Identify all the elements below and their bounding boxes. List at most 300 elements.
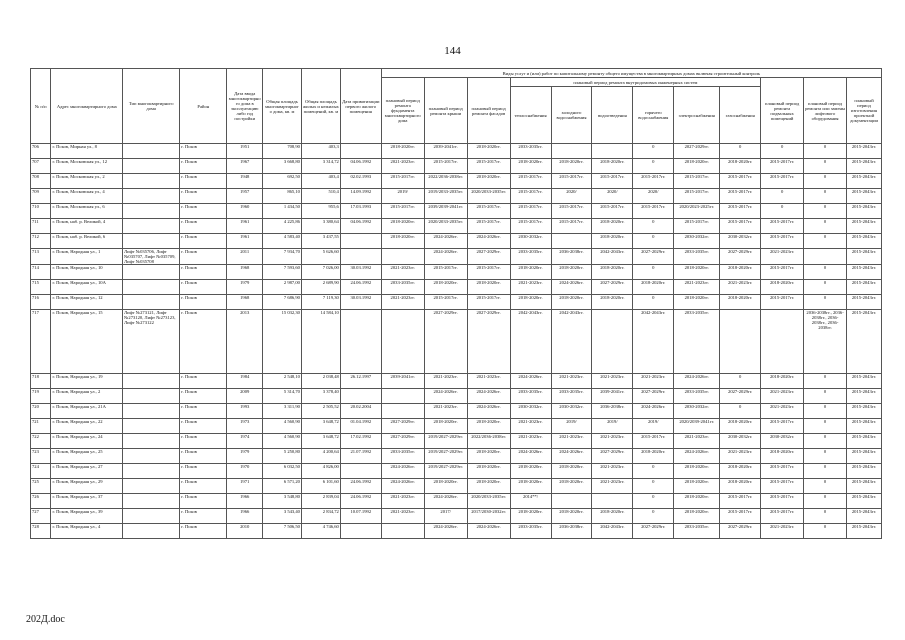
row-facade: 2018-2020гг.: [467, 174, 510, 189]
row-hot-water: 2015-2017гг.: [633, 204, 674, 219]
row-basement: 0: [761, 204, 804, 219]
row-number: 712: [31, 234, 51, 249]
row-drainage: 2019/: [592, 419, 633, 434]
row-year: 2011: [227, 249, 263, 265]
page-number: 144: [444, 45, 461, 57]
row-address: г. Псков, Народная ул., 15: [51, 310, 123, 374]
row-district: г. Псков: [180, 434, 227, 449]
row-heating: 2018-2020гг.: [510, 479, 551, 494]
row-cold-water: 2036-2038гг.: [551, 524, 592, 539]
row-basement: 2015-2017гг.: [761, 464, 804, 479]
row-year: 1968: [227, 265, 263, 280]
row-type: [123, 174, 180, 189]
row-project-docs: 2015-2043гг.: [847, 280, 882, 295]
row-roof: 2020/2033-2035гг.: [424, 219, 467, 234]
row-living-area: 7 026,00: [301, 265, 340, 280]
row-living-area: 2 038,48: [301, 374, 340, 389]
table-row: [31, 189, 882, 204]
row-electricity: 2033-2035гг.: [674, 310, 720, 374]
row-roof: 2024-2026гг.: [424, 234, 467, 249]
row-foundation: 2018-2020гг.: [381, 219, 424, 234]
row-living-area: 955,6: [301, 204, 340, 219]
row-privatization-date: 30.03.1992: [340, 265, 381, 280]
row-basement: 2015-2017гг.: [761, 295, 804, 310]
row-heating: 2033-2035гг.: [510, 524, 551, 539]
row-address: г. Псков, Народная ул., 29: [51, 479, 123, 494]
row-total-area: 4 583,40: [263, 234, 302, 249]
row-facade: 2018-2020гг.: [467, 419, 510, 434]
row-cold-water: 2030-2032гг.: [551, 404, 592, 419]
row-lift: 0: [804, 449, 847, 464]
row-gas: 0: [720, 144, 761, 159]
row-basement: 2015-2017гг.: [761, 479, 804, 494]
table-body: [31, 144, 882, 539]
row-district: г. Псков: [180, 219, 227, 234]
row-cold-water: [551, 494, 592, 509]
row-facade: 2024-2026гг.: [467, 524, 510, 539]
row-hot-water: 2018-2020гг.: [633, 280, 674, 295]
row-lift: 0: [804, 219, 847, 234]
row-facade: 2021-2023гг.: [467, 374, 510, 389]
row-total-area: 2 548,10: [263, 374, 302, 389]
row-year: 1979: [227, 449, 263, 464]
row-foundation: 2021-2023гг.: [381, 159, 424, 174]
table-row: [31, 419, 882, 434]
row-facade: 2017/2030-2032гг.: [467, 509, 510, 524]
row-living-area: 4 200,64: [301, 449, 340, 464]
row-basement: 0: [761, 189, 804, 204]
row-type: [123, 389, 180, 404]
row-foundation: 2021-2023гг.: [381, 295, 424, 310]
row-number: 726: [31, 494, 51, 509]
row-electricity: 2033-2035гг.: [674, 249, 720, 265]
row-roof: 2019/2027-2029гг.: [424, 449, 467, 464]
row-year: 1974: [227, 434, 263, 449]
row-privatization-date: 01.04.1992: [340, 419, 381, 434]
row-cold-water: 2033-2035гг.: [551, 389, 592, 404]
row-cold-water: 2018-2020гг.: [551, 464, 592, 479]
row-drainage: 2027-2029гг.: [592, 280, 633, 295]
row-drainage: 2018-2020гг.: [592, 509, 633, 524]
row-living-area: 510,4: [301, 189, 340, 204]
row-living-area: 3 648,72: [301, 419, 340, 434]
col-drainage: водоотведения: [592, 87, 633, 144]
row-heating: 2018-2020гг.: [510, 509, 551, 524]
row-project-docs: 2015-2043гг.: [847, 494, 882, 509]
row-total-area: 7 506,50: [263, 524, 302, 539]
row-drainage: 2021-2023гг.: [592, 374, 633, 389]
row-project-docs: 2015-2043гг.: [847, 204, 882, 219]
row-foundation: 2024-2026гг.: [381, 464, 424, 479]
row-cold-water: 2020/: [551, 189, 592, 204]
col-privatization-date: Дата приватизации первого жилого помещения: [340, 69, 381, 144]
row-hot-water: 0: [633, 494, 674, 509]
row-lift: 0: [804, 234, 847, 249]
row-type: [123, 204, 180, 219]
row-privatization-date: 24.06.1992: [340, 280, 381, 295]
row-lift: 0: [804, 434, 847, 449]
row-district: г. Псков: [180, 464, 227, 479]
row-total-area: 6 571,20: [263, 479, 302, 494]
row-total-area: 5 250,80: [263, 449, 302, 464]
table-row: [31, 295, 882, 310]
row-facade: 2015-2017гг.: [467, 159, 510, 174]
col-address: Адрес многоквартирного дома: [51, 69, 123, 144]
row-facade: 2024-2026гг.: [467, 234, 510, 249]
row-number: 722: [31, 434, 51, 449]
row-address: г. Псков, Народная ул., 1: [51, 249, 123, 265]
row-heating: 2030-2032гг.: [510, 234, 551, 249]
row-year: 1951: [227, 144, 263, 159]
table-row: [31, 449, 882, 464]
row-foundation: 2033-2035гг.: [381, 280, 424, 295]
row-roof: 2018-2020гг.: [424, 280, 467, 295]
row-year: 1973: [227, 419, 263, 434]
row-cold-water: [551, 144, 592, 159]
row-lift: 0: [804, 144, 847, 159]
row-facade: 2024-2026гг.: [467, 389, 510, 404]
row-year: 1967: [227, 159, 263, 174]
row-electricity: 2021-2023гг.: [674, 280, 720, 295]
row-total-area: 3 543,40: [263, 509, 302, 524]
col-heating: теплоснабжения: [510, 87, 551, 144]
row-year: 1957: [227, 189, 263, 204]
row-roof: 2019/2027-2029гг.: [424, 434, 467, 449]
row-number: 715: [31, 280, 51, 295]
row-heating: 2033-2035гг.: [510, 389, 551, 404]
row-privatization-date: 10.07.1992: [340, 509, 381, 524]
row-basement: 2015-2017гг.: [761, 219, 804, 234]
row-heating: 2021-2023гг.: [510, 434, 551, 449]
row-number: 723: [31, 449, 51, 464]
row-number: 717: [31, 310, 51, 374]
row-electricity: 2024-2026гг.: [674, 374, 720, 389]
row-address: г. Псков, наб. р. Великой, 6: [51, 234, 123, 249]
row-facade: 2020/2033-2035гг.: [467, 494, 510, 509]
row-district: г. Псков: [180, 295, 227, 310]
row-facade: 2020/2033-2035гг.: [467, 189, 510, 204]
row-total-area: 15 032,30: [263, 310, 302, 374]
row-district: г. Псков: [180, 280, 227, 295]
row-heating: 2033-2035гг.: [510, 144, 551, 159]
row-total-area: 865,10: [263, 189, 302, 204]
row-address: г. Псков, Народная ул., 37: [51, 494, 123, 509]
col-basement: плановый период ремонта подвальных помещений: [761, 78, 804, 144]
row-living-area: 6 101,60: [301, 479, 340, 494]
row-lift: 0: [804, 419, 847, 434]
row-privatization-date: 21.07.1992: [340, 449, 381, 464]
row-drainage: 2020/: [592, 189, 633, 204]
row-electricity: 2018-2020гг.: [674, 159, 720, 174]
row-district: г. Псков: [180, 374, 227, 389]
row-type: [123, 265, 180, 280]
row-drainage: 2018-2020гг.: [592, 295, 633, 310]
row-foundation: [381, 389, 424, 404]
row-facade: 2018-2020гг.: [467, 479, 510, 494]
row-gas: 2030-2032гг.: [720, 434, 761, 449]
row-district: г. Псков: [180, 524, 227, 539]
row-hot-water: 0: [633, 144, 674, 159]
row-address: г. Псков, Народная ул., 10А: [51, 280, 123, 295]
row-foundation: [381, 404, 424, 419]
row-number: 706: [31, 144, 51, 159]
col-year: Дата ввода многоквартирного дома в эксплуатацию либо год постройки: [227, 69, 263, 144]
row-cold-water: 2015-2017гг.: [551, 204, 592, 219]
row-roof: 2018-2020гг.: [424, 419, 467, 434]
table-row: [31, 479, 882, 494]
row-living-area: 14 584,10: [301, 310, 340, 374]
row-electricity: 2027-2029гг.: [674, 144, 720, 159]
row-number: 719: [31, 389, 51, 404]
row-living-area: 4 826,00: [301, 464, 340, 479]
row-type: [123, 374, 180, 389]
row-drainage: 2042-2043гг.: [592, 249, 633, 265]
table-row: [31, 249, 882, 265]
row-roof: 2015-2017гг.: [424, 159, 467, 174]
row-electricity: 2020/2023-2025гг.: [674, 204, 720, 219]
row-facade: 2022/2036-2038гг.: [467, 434, 510, 449]
row-hot-water: 2027-2029гг.: [633, 524, 674, 539]
row-project-docs: 2015-2043гг.: [847, 509, 882, 524]
row-heating: 2015-2017гг.: [510, 219, 551, 234]
row-cold-water: 2042-2043гг.: [551, 310, 592, 374]
row-project-docs: 2015-2043гг.: [847, 479, 882, 494]
row-year: 1948: [227, 174, 263, 189]
row-lift: 0: [804, 280, 847, 295]
row-heating: 2033-2035гг.: [510, 249, 551, 265]
row-number: 725: [31, 479, 51, 494]
row-foundation: 2027-2029гг.: [381, 419, 424, 434]
row-foundation: [381, 249, 424, 265]
row-living-area: 403,4: [301, 174, 340, 189]
row-roof: 2015-2017гг.: [424, 295, 467, 310]
col-gas: газоснабжения: [720, 87, 761, 144]
row-foundation: 2033-2035гг.: [381, 449, 424, 464]
row-lift: [804, 249, 847, 265]
row-address: г. Псков, наб. р. Великой, 4: [51, 219, 123, 234]
row-privatization-date: 17.03.1993: [340, 204, 381, 219]
row-address: г. Псков, Народная ул., 10: [51, 265, 123, 280]
row-living-area: 3 380,64: [301, 219, 340, 234]
row-gas: 2015-2017гг.: [720, 174, 761, 189]
row-project-docs: 2015-2043гг.: [847, 234, 882, 249]
row-privatization-date: 02.02.1993: [340, 174, 381, 189]
row-hot-water: 0: [633, 295, 674, 310]
row-address: г. Псков, Народная ул., 27: [51, 464, 123, 479]
row-year: 2009: [227, 389, 263, 404]
row-project-docs: 2015-2043гг.: [847, 159, 882, 174]
row-number: 718: [31, 374, 51, 389]
row-number: 710: [31, 204, 51, 219]
row-project-docs: 2015-2043гг.: [847, 249, 882, 265]
row-number: 724: [31, 464, 51, 479]
row-total-area: 5 314,70: [263, 389, 302, 404]
row-living-area: 3 437,55: [301, 234, 340, 249]
row-facade: 2027-2029гг.: [467, 249, 510, 265]
row-project-docs: 2015-2043гг.: [847, 419, 882, 434]
row-privatization-date: 30.03.1992: [340, 295, 381, 310]
row-roof: 2021-2023гг.: [424, 404, 467, 419]
row-privatization-date: 24.06.1992: [340, 494, 381, 509]
row-year: 1960: [227, 204, 263, 219]
row-total-area: 7 686,90: [263, 295, 302, 310]
row-foundation: 2015-2017гг.: [381, 174, 424, 189]
row-basement: 2021-2023гг.: [761, 389, 804, 404]
row-address: г. Псков, Народная ул., 4: [51, 524, 123, 539]
row-lift: 0: [804, 524, 847, 539]
row-type: [123, 189, 180, 204]
row-cold-water: 2021-2023гг.: [551, 434, 592, 449]
row-privatization-date: [340, 389, 381, 404]
row-privatization-date: 17.02.1992: [340, 434, 381, 449]
row-facade: 2015-2017гг.: [467, 204, 510, 219]
row-year: 1961: [227, 219, 263, 234]
row-cold-water: 2019/: [551, 419, 592, 434]
row-privatization-date: [340, 524, 381, 539]
row-roof: 2024-2026гг.: [424, 249, 467, 265]
row-hot-water: 2024-2026гг.: [633, 404, 674, 419]
row-basement: 2021-2023гг.: [761, 404, 804, 419]
row-address: г. Псков, Народная ул., 19: [51, 374, 123, 389]
row-district: г. Псков: [180, 404, 227, 419]
row-address: г. Псков, Московская ул., 12: [51, 159, 123, 174]
row-type: [123, 280, 180, 295]
header-systems-group: плановый период ремонта внутридомовых инженерных систем: [510, 78, 761, 87]
col-type: Тип многоквартирного дома: [123, 69, 180, 144]
row-heating: 2015-2017гг.: [510, 204, 551, 219]
row-year: 2010: [227, 524, 263, 539]
row-gas: 2018-2020гг.: [720, 419, 761, 434]
col-facade: плановый период ремонта фасадов: [467, 78, 510, 144]
row-privatization-date: 04.06.1992: [340, 159, 381, 174]
row-address: г. Псков, Народная ул., 24: [51, 434, 123, 449]
row-project-docs: 2015-2043гг.: [847, 524, 882, 539]
row-privatization-date: 04.06.1992: [340, 219, 381, 234]
row-privatization-date: [340, 249, 381, 265]
row-gas: 2027-2029гг.: [720, 249, 761, 265]
row-drainage: 2027-2029гг.: [592, 449, 633, 464]
row-number: 721: [31, 419, 51, 434]
row-electricity: 2033-2035гг.: [674, 389, 720, 404]
row-drainage: 2015-2017гг.: [592, 174, 633, 189]
row-year: 1966: [227, 509, 263, 524]
row-roof: 2024-2026гг.: [424, 389, 467, 404]
row-electricity: 2018-2020гг.: [674, 494, 720, 509]
row-gas: 0: [720, 404, 761, 419]
row-heating: 2021-2023гг.: [510, 280, 551, 295]
row-address: г. Псков, Народная ул., 12: [51, 295, 123, 310]
row-gas: 2015-2017гг.: [720, 509, 761, 524]
row-drainage: [592, 310, 633, 374]
table-row: [31, 144, 882, 159]
row-foundation: 2039-2041гг.: [381, 374, 424, 389]
row-address: г. Псков, Народная ул., 39: [51, 509, 123, 524]
row-privatization-date: 20.02.2004: [340, 404, 381, 419]
row-living-area: 7 119,30: [301, 295, 340, 310]
row-electricity: 2033-2035гг.: [674, 524, 720, 539]
row-drainage: 2018-2020гг.: [592, 265, 633, 280]
capital-repair-table: [30, 68, 882, 539]
row-basement: 2021-2023гг.: [761, 524, 804, 539]
row-foundation: 2024-2026гг.: [381, 479, 424, 494]
row-cold-water: 2015-2017гг.: [551, 219, 592, 234]
row-lift: 0: [804, 159, 847, 174]
row-project-docs: 2015-2043гг.: [847, 374, 882, 389]
row-living-area: 2 689,90: [301, 280, 340, 295]
row-electricity: 2018-2020гг.: [674, 509, 720, 524]
row-total-area: 4 225,86: [263, 219, 302, 234]
row-cold-water: 2018-2020гг.: [551, 295, 592, 310]
row-drainage: 2018-2020гг.: [592, 159, 633, 174]
row-type: [123, 494, 180, 509]
row-electricity: 2015-2017гг.: [674, 219, 720, 234]
row-district: г. Псков: [180, 509, 227, 524]
row-type: [123, 479, 180, 494]
table-row: [31, 234, 882, 249]
row-facade: 2018-2020гг.: [467, 464, 510, 479]
row-foundation: 2027-2029гг.: [381, 434, 424, 449]
row-district: г. Псков: [180, 265, 227, 280]
row-number: 720: [31, 404, 51, 419]
row-gas: 2021-2023гг.: [720, 280, 761, 295]
row-address: г. Псков, Народная ул., 22: [51, 419, 123, 434]
row-lift: 0: [804, 479, 847, 494]
row-number: 708: [31, 174, 51, 189]
row-number: 728: [31, 524, 51, 539]
row-living-area: 4 746,60: [301, 524, 340, 539]
row-number: 714: [31, 265, 51, 280]
row-district: г. Псков: [180, 204, 227, 219]
row-electricity: 2018-2020гг.: [674, 265, 720, 280]
row-drainage: 2021-2023гг.: [592, 434, 633, 449]
row-cold-water: 2036-2038гг.: [551, 249, 592, 265]
table-row: [31, 509, 882, 524]
row-project-docs: 2015-2043гг.: [847, 265, 882, 280]
row-lift: 0: [804, 389, 847, 404]
row-address: г. Псков, Народная ул., 25: [51, 449, 123, 464]
row-heating: 2021-2023гг.: [510, 419, 551, 434]
row-hot-water: 2021-2023гг.: [633, 374, 674, 389]
row-cold-water: 2024-2026гг.: [551, 280, 592, 295]
table-row: [31, 265, 882, 280]
row-district: г. Псков: [180, 144, 227, 159]
row-address: г. Псков, Московская ул., 2: [51, 174, 123, 189]
row-heating: 2015-2017гг.: [510, 189, 551, 204]
table-row: [31, 464, 882, 479]
row-basement: 2015-2017гг.: [761, 234, 804, 249]
row-living-area: 3 314,72: [301, 159, 340, 174]
row-district: г. Псков: [180, 310, 227, 374]
row-electricity: 2018-2020гг.: [674, 464, 720, 479]
row-type: [123, 434, 180, 449]
row-district: г. Псков: [180, 174, 227, 189]
row-facade: 2018-2020гг.: [467, 280, 510, 295]
row-type: [123, 404, 180, 419]
row-drainage: 2018-2020гг.: [592, 219, 633, 234]
row-hot-water: 2015-2017гг.: [633, 174, 674, 189]
row-basement: 2015-2017гг.: [761, 159, 804, 174]
row-basement: 2030-2032гг.: [761, 434, 804, 449]
row-type: [123, 419, 180, 434]
row-hot-water: 0: [633, 234, 674, 249]
table-row: [31, 524, 882, 539]
row-lift: 0: [804, 204, 847, 219]
row-roof: 2024-2026гг.: [424, 524, 467, 539]
table-row: [31, 374, 882, 389]
row-total-area: 3 668,80: [263, 159, 302, 174]
row-number: 711: [31, 219, 51, 234]
row-cold-water: [551, 234, 592, 249]
